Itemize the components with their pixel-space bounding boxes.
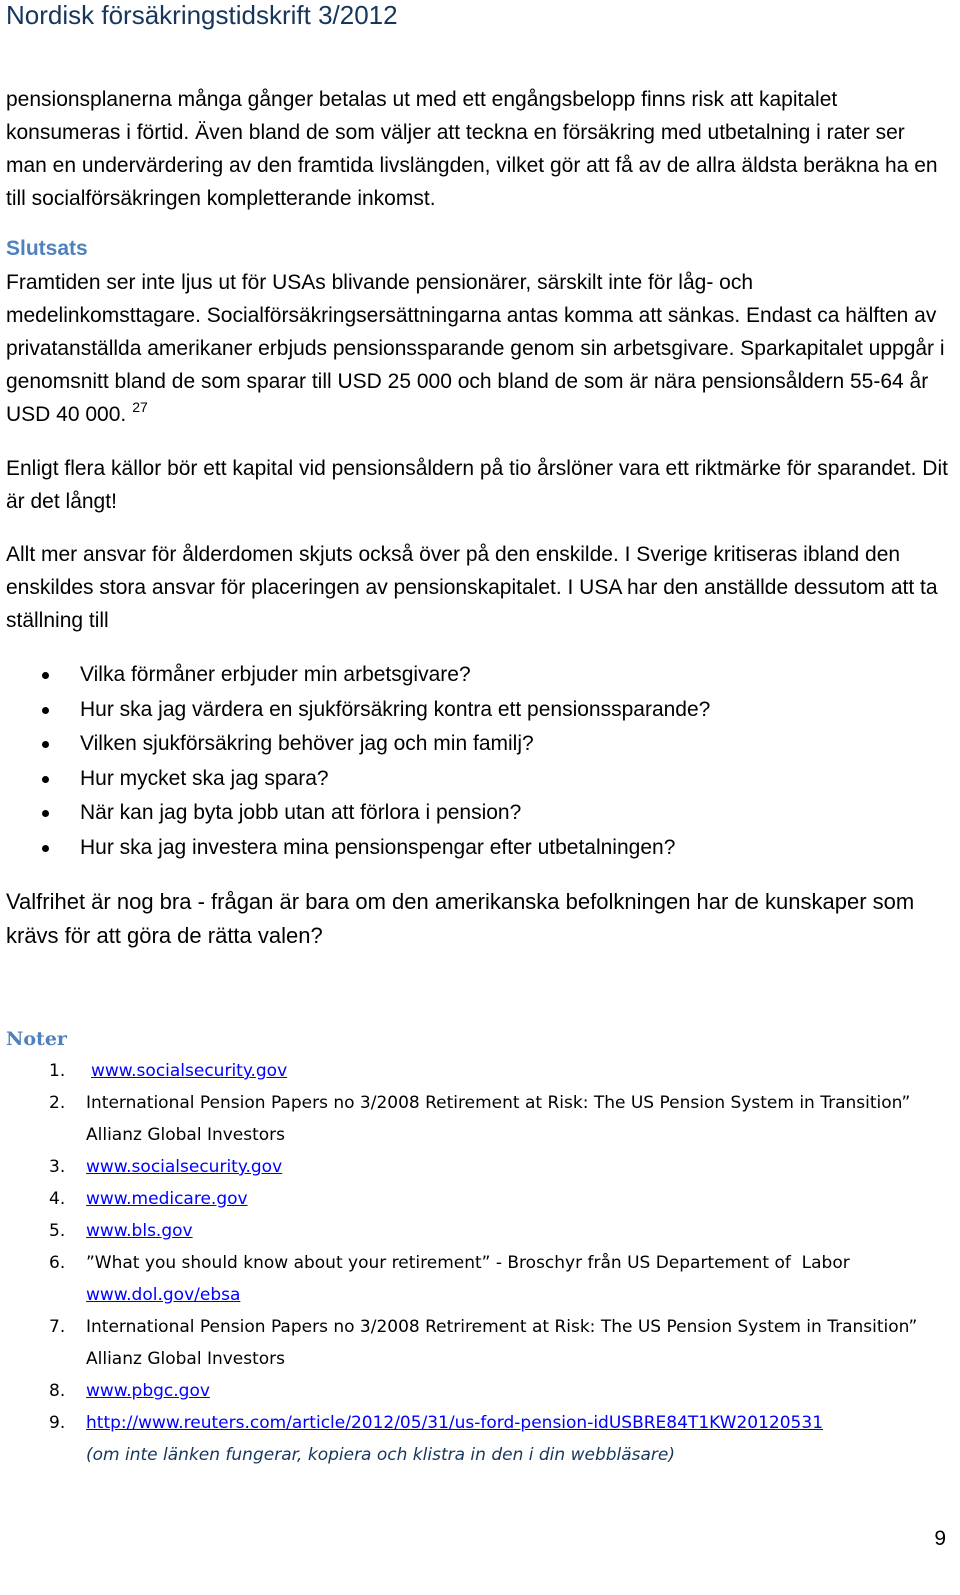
note-text: International Pension Papers no 3/2008 Retrirement at Risk: The US Pension System in Transition” Allianz Global Investors [86, 1317, 918, 1369]
bullet-icon [42, 845, 49, 852]
note-item-6 [0, 1247, 926, 1311]
bullet-icon [42, 810, 49, 817]
note-link[interactable]: www.dol.gov/ebsa [86, 1285, 241, 1305]
note-link[interactable]: http://www.reuters.com/article/2012/05/31/us-ford-pension-idUSBRE84T1KW20120531 [86, 1413, 824, 1433]
list-item-text: Hur ska jag värdera en sjukförsäkring kontra ett pensionssparande? [80, 697, 711, 721]
paragraph-slutsats [6, 266, 951, 431]
note-text: (om inte länken fungerar, kopiera och klistra in den i din webbläsare) [86, 1445, 676, 1465]
list-item [0, 831, 710, 866]
note-number: 2. [49, 1093, 66, 1113]
notes-list [0, 1055, 926, 1471]
note-number: 3. [49, 1157, 66, 1177]
note-item-5 [0, 1215, 926, 1247]
journal-header-title: Nordisk försäkringstidskrift 3/2012 [6, 0, 398, 30]
note-item-3 [0, 1151, 926, 1183]
note-text: International Pension Papers no 3/2008 Retirement at Risk: The US Pension System in Transition” Allianz Global Investors [86, 1093, 911, 1145]
section-heading-slutsats: Slutsats [6, 237, 88, 260]
note-item-2 [0, 1087, 926, 1151]
paragraph-conclusion: Valfrihet är nog bra - frågan är bara om den amerikanska befolkningen har de kunskaper som krävs för att göra de rätta valen? [6, 889, 915, 948]
page-number: 9 [934, 1527, 946, 1550]
note-text: ”What you should know about your retirement” - Broschyr från US Departement of Labor [86, 1253, 850, 1273]
note-number: 4. [49, 1189, 66, 1209]
bullet-icon [42, 672, 49, 679]
note-number: 8. [49, 1381, 66, 1401]
notes-heading: Noter [6, 1028, 67, 1050]
note-link[interactable]: www.socialsecurity.gov [86, 1157, 283, 1177]
list-item [0, 727, 710, 762]
note-number: 5. [49, 1221, 66, 1241]
note-link[interactable]: www.socialsecurity.gov [91, 1061, 288, 1081]
note-number: 6. [49, 1253, 66, 1273]
list-item-text: Vilka förmåner erbjuder min arbetsgivare? [80, 663, 471, 686]
note-item-7 [0, 1311, 926, 1375]
paragraph-slutsats-text: Framtiden ser inte ljus ut för USAs blivande pensionärer, särskilt inte för låg- och medelinkomsttagare. Socialförsäkringsersättningarna antas komma att sänkas. Endast ca hälften av privatanställda amerikaner erbjuds pensionssparande genom sin arbetsgivare. Sparkapitalet uppgår i genomsnitt bland de som sparar till USD 25 000 och bland de som är nära pensionsåldern 55-64 år USD 40 000. [6, 271, 945, 426]
list-item-text: Vilken sjukförsäkring behöver jag och min familj? [80, 732, 534, 756]
paragraph-capital: Enligt flera källor bör ett kapital vid pensionsåldern på tio årslöner vara ett riktmärke för sparandet. Dit är det långt! [6, 457, 948, 513]
footnote-reference[interactable]: 27 [132, 398, 148, 415]
note-link[interactable]: www.bls.gov [86, 1221, 193, 1241]
list-item-text: När kan jag byta jobb utan att förlora i pension? [80, 801, 522, 825]
list-item [0, 762, 710, 797]
note-item-9 [0, 1407, 926, 1471]
note-item-8 [0, 1375, 926, 1407]
paragraph-responsibility: Allt mer ansvar för ålderdomen skjuts också över på den enskilde. I Sverige kritiseras ibland den enskildes stora ansvar för placeringen av pensionskapitalet. I USA har den anställde dessutom att ta ställning till [6, 543, 938, 632]
note-number: 9. [49, 1413, 66, 1433]
list-item-text: Hur ska jag investera mina pensionspengar efter utbetalningen? [80, 835, 676, 859]
paragraph-intro: pensionsplanerna många gånger betalas ut med ett engångsbelopp finns risk att kapitalet konsumeras i förtid. Även bland de som väljer att teckna en försäkring med utbetalning i rater ser man en undervärdering av den framtida livslängden, vilket gör att få av de allra äldsta beräkna ha en till socialförsäkringen kompletterande inkomst. [6, 88, 938, 210]
list-item-text: Hur mycket ska jag spara? [80, 766, 329, 790]
list-item [0, 693, 710, 728]
note-link[interactable]: www.pbgc.gov [86, 1381, 210, 1401]
note-link[interactable]: www.medicare.gov [86, 1189, 248, 1209]
bullet-icon [42, 707, 49, 714]
note-number: 7. [49, 1317, 66, 1337]
question-list [0, 658, 710, 866]
note-item-4 [0, 1183, 926, 1215]
bullet-icon [42, 776, 49, 783]
bullet-icon [42, 741, 49, 748]
list-item [0, 796, 710, 831]
note-item-1 [0, 1055, 926, 1087]
note-number: 1. [49, 1061, 66, 1081]
list-item [0, 658, 710, 693]
